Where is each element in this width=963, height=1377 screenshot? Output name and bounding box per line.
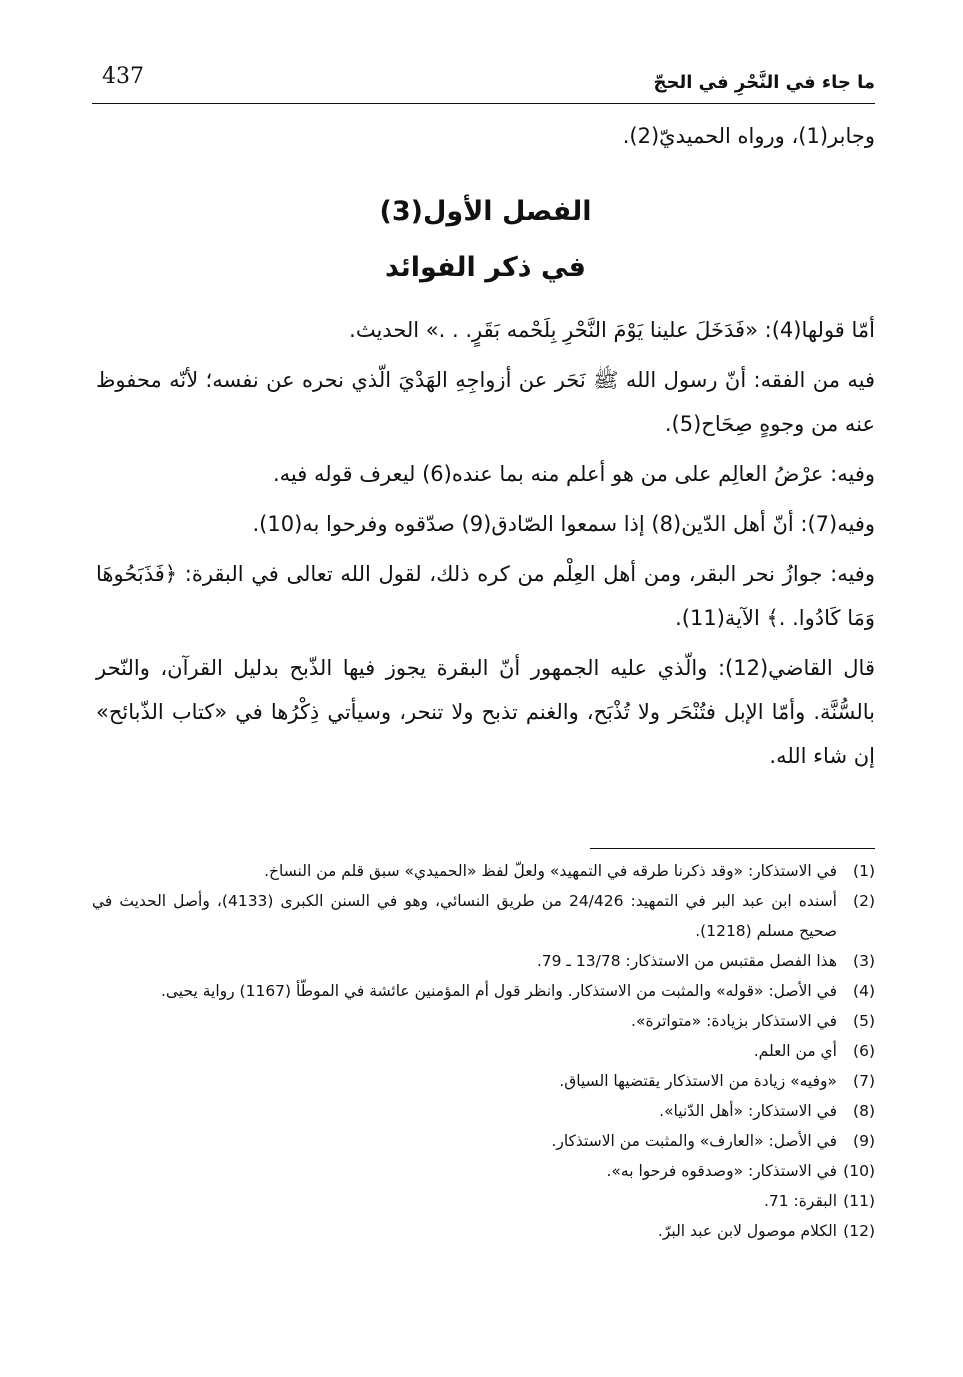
intro-line: وجابر(1)، ورواه الحميديّ(2).: [622, 124, 875, 148]
chapter-title: الفصل الأول(3): [379, 196, 592, 227]
page-header: [92, 58, 875, 102]
footnote-text: «وفيه» زيادة من الاستذكار يقتضيها السياق.: [559, 1072, 837, 1090]
footnote-text: في الاستذكار: «أهل الدّنيا».: [659, 1102, 837, 1120]
paragraph: وفيه: عرْضُ العالِم على من هو أعلم منه بما عنده(6) ليعرف قوله فيه.: [273, 462, 875, 486]
paragraph: وفيه(7): أنّ أهل الدّين(8) إذا سمعوا الصّادق(9) صدّقوه وفرحوا به(10).: [252, 512, 875, 536]
footnote: [92, 976, 875, 1006]
footnote-number: (5): [853, 1012, 875, 1030]
footnote-number: (4): [853, 982, 875, 1000]
footnote-text: أسنده ابن عبد البر في التمهيد: 24/426 من طريق النسائي، وهو في السنن الكبرى (4133)، وأصل الحديث في صحيح مسلم (1218).: [92, 892, 837, 940]
footnote-number: (2): [853, 892, 875, 910]
footnote-rule: [590, 848, 875, 849]
footnote: [92, 946, 875, 976]
footnote-text: هذا الفصل مقتبس من الاستذكار: 13/78 ـ 79.: [536, 952, 837, 970]
footnote: [92, 1126, 875, 1156]
footnote-number: (1): [853, 862, 875, 880]
paragraph: وفيه: جوازُ نحر البقر، ومن أهل العِلْم من كره ذلك، لقول الله تعالى في البقرة: ﴿فَذَبَحُوهَا وَمَا كَادُوا. .﴾ الآية(11).: [96, 562, 875, 630]
footnote-text: في الأصل: «العارف» والمثبت من الاستذكار.: [551, 1132, 837, 1150]
footnote: [92, 1216, 875, 1246]
chapter-subtitle: في ذكر الفوائد: [385, 252, 586, 283]
footnote-text: الكلام موصول لابن عبد البرّ.: [657, 1222, 837, 1240]
main-text: [96, 114, 875, 778]
footnote-number: (9): [853, 1132, 875, 1150]
page-number: 437: [102, 64, 144, 89]
footnote-number: (7): [853, 1072, 875, 1090]
footnote: [92, 856, 875, 886]
paragraph: قال القاضي(12): والّذي عليه الجمهور أنّ البقرة يجوز فيها الذّبح بدليل القرآن، والنّحر بالسُّنَّة. وأمّا الإبل فتُنْحَر ولا تُذْبَح، والغنم تذبح ولا تنحر، وسيأتي ذِكْرُها في «كتاب الذّبائح» إن شاء الله.: [96, 656, 875, 768]
paragraph: فيه من الفقه: أنّ رسول الله ﷺ نَحَر عن أزواجِهِ الهَدْيَ الّذي نحره عن نفسه؛ لأنّه محفوظ عنه من وجوهٍ صِحَاح(5).: [96, 368, 875, 436]
footnote-text: في الأصل: «قوله» والمثبت من الاستذكار. وانظر قول أم المؤمنين عائشة في الموطّأ (1167) رواية يحيى.: [160, 982, 837, 1000]
footnote: [92, 1156, 875, 1186]
footnote: [92, 1036, 875, 1066]
footnote: [92, 1096, 875, 1126]
footnote-text: في الاستذكار: «وقد ذكرنا طرقه في التمهيد» ولعلّ لفظ «الحميدي» سبق قلم من النساخ.: [264, 862, 837, 880]
footnote-number: (6): [853, 1042, 875, 1060]
footnote: [92, 886, 875, 946]
footnote-text: في الاستذكار: «وصدقوه فرحوا به».: [606, 1162, 837, 1180]
footnote: [92, 1186, 875, 1216]
footnote-number: (8): [853, 1102, 875, 1120]
footnote-text: البقرة: 71.: [763, 1192, 837, 1210]
footnote-text: أي من العلم.: [753, 1042, 837, 1060]
footnote: [92, 1066, 875, 1096]
footnote-number: (12): [843, 1222, 875, 1240]
footnote-number: (11): [843, 1192, 875, 1210]
running-title: ما جاء في النَّحْرِ في الحجّ: [653, 72, 875, 93]
footnote-text: في الاستذكار بزيادة: «متواترة».: [631, 1012, 837, 1030]
header-rule: [92, 103, 875, 104]
footnotes: [92, 856, 875, 1246]
paragraph: أمّا قولها(4): «فَدَخَلَ علينا يَوْمَ النَّحْرِ بِلَحْمه بَقَرٍ. . .» الحديث.: [349, 318, 875, 342]
footnote-number: (10): [843, 1162, 875, 1180]
footnote-number: (3): [853, 952, 875, 970]
footnote: [92, 1006, 875, 1036]
